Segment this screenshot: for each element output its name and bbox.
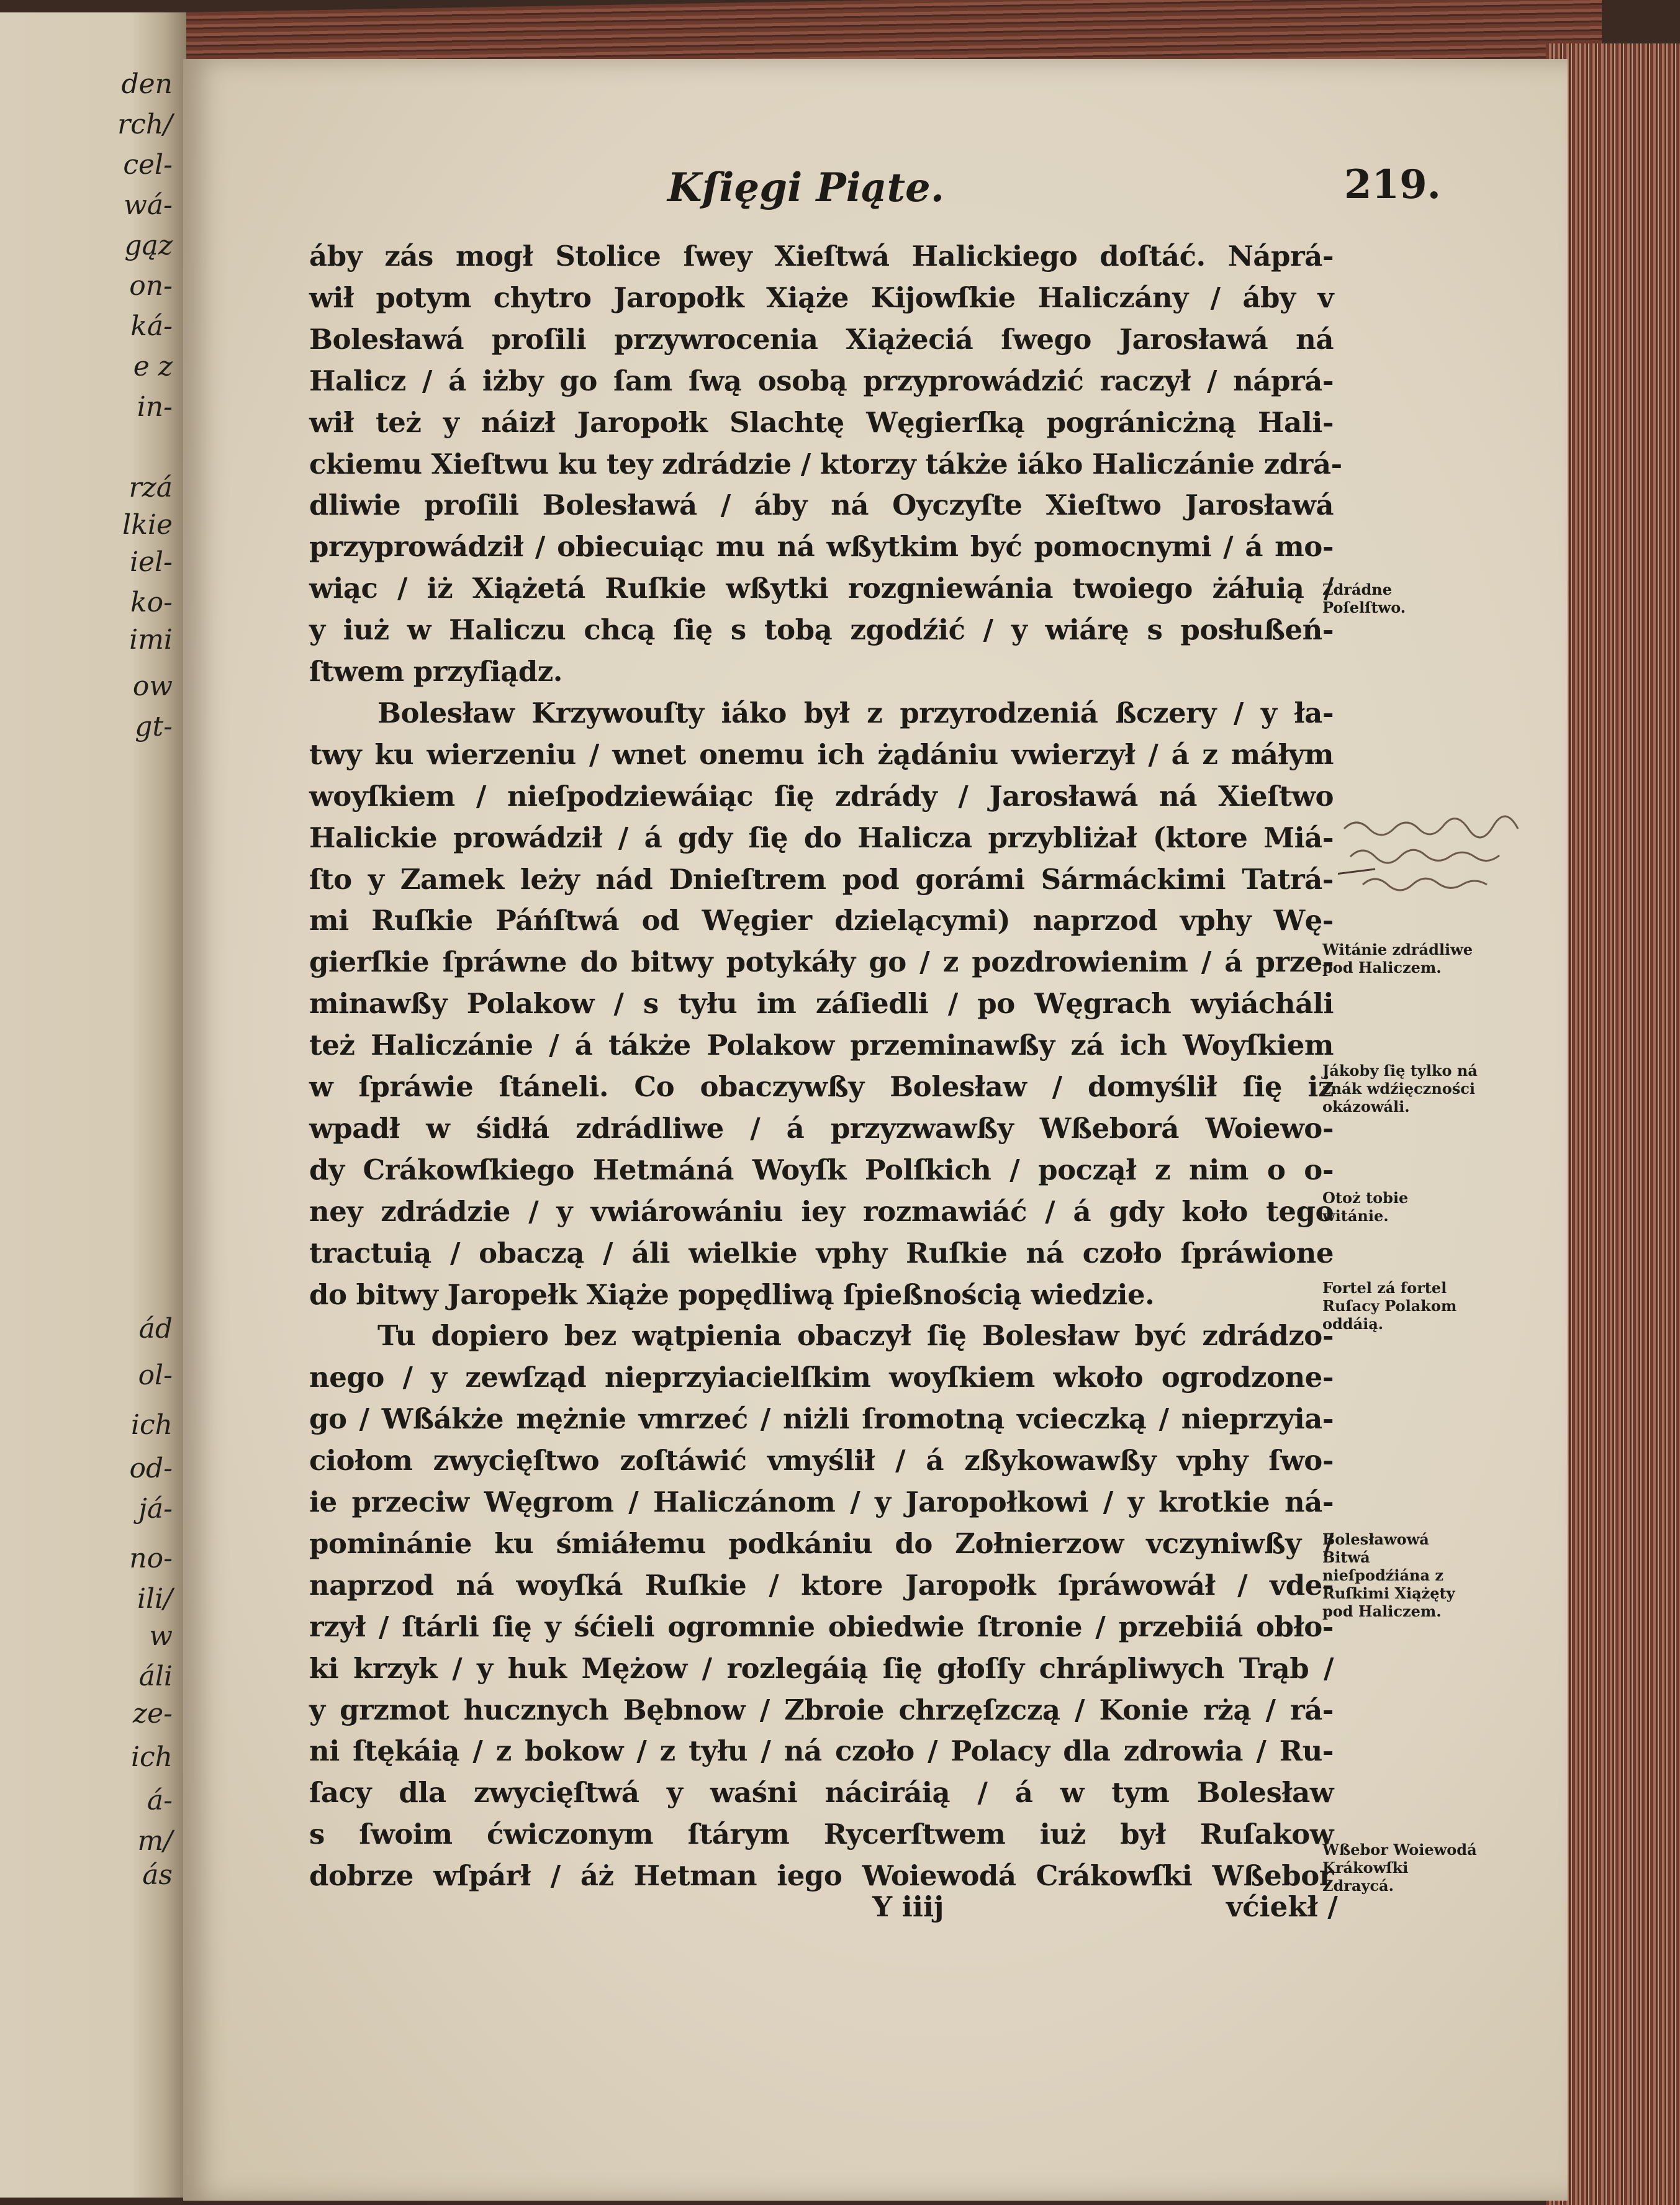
text-line: ki krzyk / y huk Mężow / rozlegáią ſię głoſſy chrápliwych Trąb /: [309, 1651, 1334, 1685]
text-line: wił też y náizł Jaropołk Slachtę Węgierſką pogránicżną Hali-: [309, 405, 1334, 439]
text-line: w ſpráwie ſtáneli. Co obaczywßy Bolesław / domyślił ſię iż: [309, 1070, 1334, 1103]
text-line: y grzmot hucznych Bębnow / Zbroie chrzęſzczą / Konie rżą / rá-: [309, 1693, 1334, 1726]
left-page-fragment: e z: [133, 351, 173, 382]
running-title: Kſięgi Piąte.: [667, 165, 944, 211]
left-page-fragment: á-: [147, 1785, 173, 1816]
text-line: Bolesław Krzywouſty iáko był z przyrodzeniá ßczery / y ła-: [377, 696, 1334, 729]
text-line: dobrze wſpárł / áż Hetman iego Woiewodá Crákowſki Wßebor: [309, 1859, 1334, 1893]
text-line: s ſwoim ćwiczonym ſtárym Rycerſtwem iuż był Ruſakow: [309, 1818, 1334, 1851]
left-page-fragment: ze-: [132, 1698, 173, 1729]
margin-note: Bolesławowá Bitwá nieſpodźiána z Ruſkimi Xiążęty pod Haliczem.: [1322, 1530, 1455, 1620]
text-line: ſacy dla zwycięſtwá y waśni náciráią / á w tym Bolesław: [309, 1776, 1334, 1810]
left-page-fragment: cel-: [123, 149, 173, 181]
margin-note: Zdrádne Poſelſtwo.: [1322, 580, 1406, 616]
left-page-fragment: od-: [129, 1453, 173, 1484]
left-page-fragment: áli: [138, 1661, 173, 1692]
left-page-fragment: ád: [138, 1313, 173, 1345]
text-line: ſto y Zamek leży nád Dnieſtrem pod gorámi Sármáckimi Tatrá-: [309, 862, 1334, 896]
text-line: gierſkie ſpráwne do bitwy potykáły go / z pozdrowienim / á prze-: [309, 945, 1334, 979]
left-page-fragment: m/: [137, 1825, 173, 1857]
left-page-fragment: iel-: [129, 546, 173, 578]
text-line: Tu dopiero bez wątpienia obaczył ſię Bolesław być zdrádzo-: [377, 1319, 1334, 1353]
text-line: ſtwem przyſiądz.: [309, 655, 562, 688]
left-page-fragment: imi: [129, 624, 173, 656]
left-page: [0, 12, 186, 2198]
left-page-fragment: on-: [129, 270, 173, 302]
text-line: ie przeciw Węgrom / Haliczánom / y Jaropołkowi / y krotkie ná-: [309, 1486, 1334, 1518]
text-line: mi Ruſkie Páńſtwá od Węgier dzielącymi) naprzod vphy Wę-: [309, 904, 1334, 937]
left-page-fragment: rch/: [117, 109, 173, 140]
text-line: Bolesławá proſili przywrocenia Xiążeciá ſwego Jarosławá ná: [309, 322, 1334, 356]
text-line: wił potym chytro Jaropołk Xiąże Kijowſkie Haliczány / áby v: [309, 281, 1334, 314]
text-line: áby zás mogł Stolice ſwey Xieſtwá Halickiego doſtáć. Náprá-: [309, 240, 1334, 273]
left-page-fragment: lkie: [122, 509, 173, 541]
text-line: ni ſtękáią / z bokow / z tyłu / ná czoło / Polacy dla zdrowia / Ru-: [309, 1734, 1334, 1768]
left-page-fragment: den: [121, 68, 173, 100]
margin-note: Wßebor Woiewodá Krákowſki Zdraycá.: [1322, 1841, 1477, 1895]
text-line: dliwie proſili Bolesławá / áby ná Oyczyſte Xieſtwo Jarosławá: [309, 489, 1334, 522]
text-line: tractuią / obaczą / áli wielkie vphy Ruſkie ná czoło ſpráwione: [309, 1236, 1334, 1269]
left-page-fragment: w: [149, 1620, 173, 1652]
handwritten-annotation: [1338, 810, 1549, 903]
left-page-fragment: ow: [132, 670, 173, 702]
left-page-fragment: wá-: [124, 189, 173, 221]
left-page-fragment: no-: [129, 1543, 173, 1574]
text-line: Halickie prowádził / á gdy ſię do Halicza przybliżał (ktore Miá-: [309, 821, 1334, 854]
main-page: [183, 59, 1568, 2201]
text-line: pominánie ku śmiáłemu podkániu do Zołnierzow vczyniwßy /: [309, 1526, 1334, 1560]
text-line: woyſkiem / nieſpodziewáiąc ſię zdrády / Jarosławá ná Xieſtwo: [309, 779, 1334, 813]
margin-note: Jákoby ſię tylko ná znák wdźięczności okázowáli.: [1322, 1062, 1478, 1116]
catchword: vćiekł /: [1226, 1890, 1338, 1923]
text-line: wpadł w śidłá zdrádliwe / á przyzwawßy Wßeborá Woiewo-: [309, 1111, 1334, 1145]
text-line: przyprowádził / obiecuiąc mu ná wßytkim być pomocnymi / á mo-: [309, 530, 1334, 564]
left-page-fragment: ás: [142, 1859, 173, 1891]
page-number: 219.: [1344, 161, 1441, 208]
signature-mark: Y iiij: [872, 1890, 944, 1923]
text-line: ckiemu Xieſtwu ku tey zdrádzie / ktorzy tákże iáko Haliczánie zdrá-: [309, 447, 1342, 480]
margin-note: Fortel zá fortel Ruſacy Polakom oddáią.: [1322, 1279, 1457, 1333]
text-line: też Haliczánie / á tákże Polakow przeminawßy zá ich Woyſkiem: [309, 1029, 1334, 1062]
left-page-fragment: rzá: [129, 472, 173, 503]
left-page-fragment: gąz: [124, 230, 173, 261]
left-page-fragment: ol-: [138, 1360, 173, 1391]
text-line: Halicz / á iżby go ſam ſwą osobą przyprowádzić raczył / náprá-: [309, 364, 1334, 397]
left-page-fragment: ich: [130, 1741, 173, 1773]
text-line: minawßy Polakow / s tyłu im záſiedli / po Węgrach wyiácháli: [309, 987, 1334, 1021]
left-page-fragment: in-: [137, 391, 173, 423]
left-page-fragment: ili/: [137, 1583, 173, 1615]
text-line: ney zdrádzie / y vwiárowániu iey rozmawiáć / á gdy koło tego: [309, 1194, 1334, 1228]
text-line: naprzod ná woyſká Ruſkie / ktore Jaropołk ſpráwowáł / vde-: [309, 1568, 1334, 1602]
left-page-fragment: ká-: [130, 310, 173, 342]
left-page-fragment: já-: [138, 1493, 173, 1525]
margin-note: Otoż tobie witánie.: [1322, 1189, 1409, 1225]
left-page-fragment: ko-: [130, 587, 173, 618]
left-page-fragment: ich: [130, 1409, 173, 1441]
text-line: do bitwy Jaropełk Xiąże popędliwą ſpießnością wiedzie.: [309, 1278, 1155, 1311]
margin-note: Witánie zdrádliwe pod Haliczem.: [1322, 940, 1473, 976]
text-line: nego / y zewſząd nieprzyiacielſkim woyſkiem wkoło ogrodzone-: [309, 1361, 1334, 1394]
text-line: ciołom zwycięſtwo zoſtáwić vmyślił / á zßykowawßy vphy ſwo-: [309, 1444, 1334, 1477]
text-line: dy Crákowſkiego Hetmáná Woyſk Polſkich / począł z nim o o-: [309, 1153, 1334, 1186]
text-line: wiąc / iż Xiążetá Ruſkie wßytki rozgniewánia twoiego żáłuią /: [309, 572, 1334, 605]
left-page-fragment: gt-: [135, 711, 173, 742]
text-line: twy ku wierzeniu / wnet onemu ich żądániu vwierzył / á z máłym: [309, 737, 1334, 771]
text-line: go / Wßákże mężnie vmrzeć / niżli ſromotną vcieczką / nieprzyia-: [309, 1402, 1334, 1436]
text-line: rzył / ſtárli ſię y śćieli ogromnie obiedwie ſtronie / przebiiá obło-: [309, 1610, 1334, 1643]
text-line: y iuż w Haliczu chcą ſię s tobą zgodźić / y wiárę s posłußeń-: [309, 613, 1334, 647]
